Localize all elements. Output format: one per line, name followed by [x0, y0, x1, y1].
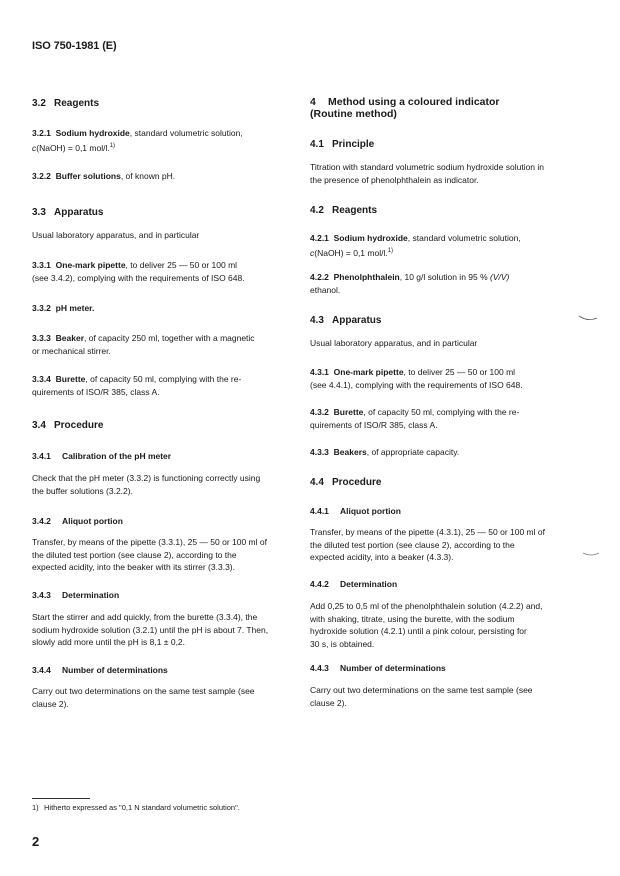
- margin-mark-icon: [582, 550, 600, 558]
- text-3-4-1: Check that the pH meter (3.3.2) is functioning correctly using the buffer solutions (3.2.2).: [32, 473, 261, 496]
- clause-3-2-1: 3.2.1 Sodium hydroxide, standard volumetric solution, c(NaOH) = 0,1 mol/l.$^{1)}$: [32, 128, 243, 153]
- text-3-4-3: Start the stirrer and add quickly, from the burette (3.3.4), the sodium hydroxide solution (3.2.1) until the pH is about 7. Then, slowly add more until the pH is 8,1 ± 0,2.: [32, 612, 269, 647]
- heading-4-4-3: 4.4.3 Number of determinations: [310, 663, 446, 673]
- clause-4-3-1: 4.3.1 One-mark pipette, to deliver 25 — 50 or 100 ml (see 4.4.1), complying with the requirements of ISO 648.: [310, 367, 523, 390]
- heading-3-4-4: 3.4.4 Number of determinations: [32, 665, 168, 675]
- text-4-4-2: Add 0,25 to 0,5 ml of the phenolphthalein solution (4.2.2) and, with shaking, titrate, using the burette, with the sodium hydroxide solution (4.2.1) until a pink colour, persisting for 30 s, is obtained.: [310, 601, 543, 649]
- text-3-4-4: Carry out two determinations on the same test sample (see clause 2).: [32, 686, 255, 709]
- footnote: 1) Hitherto expressed as "0,1 N standard volumetric solution".: [32, 803, 240, 812]
- heading-3-4-2: 3.4.2 Aliquot portion: [32, 516, 123, 526]
- clause-4-2-2: 4.2.2 Phenolphthalein, 10 g/l solution in 95 % (V/V) ethanol.: [310, 272, 510, 295]
- clause-4-3-2: 4.3.2 Burette, of capacity 50 ml, complying with the re- quirements of ISO/R 385, class A.: [310, 407, 520, 430]
- apparatus-intro-4: Usual laboratory apparatus, and in particular: [310, 338, 478, 348]
- clause-4-3-3: 4.3.3 Beakers, of appropriate capacity.: [310, 447, 460, 457]
- footnote-rule: [32, 798, 90, 799]
- document-id: ISO 750-1981 (E): [32, 40, 117, 52]
- heading-4-4: 4.4 Procedure: [310, 477, 382, 488]
- heading-4-2: 4.2 Reagents: [310, 205, 378, 216]
- heading-3-4: 3.4 Procedure: [32, 420, 104, 431]
- heading-3-3: 3.3 Apparatus: [32, 207, 104, 218]
- clause-3-3-2: 3.3.2 pH meter.: [32, 303, 95, 313]
- heading-4-1: 4.1 Principle: [310, 139, 375, 150]
- clause-3-3-4: 3.3.4 Burette, of capacity 50 ml, complying with the re- quirements of ISO/R 385, class A.: [32, 374, 242, 397]
- margin-mark-icon: [578, 314, 598, 322]
- heading-3-4-3: 3.4.3 Determination: [32, 590, 120, 600]
- heading-4-4-1: 4.4.1 Aliquot portion: [310, 506, 401, 516]
- clause-3-2-2: 3.2.2 Buffer solutions, of known pH.: [32, 171, 176, 181]
- clause-3-3-3: 3.3.3 Beaker, of capacity 250 ml, together with a magnetic or mechanical stirrer.: [32, 333, 255, 356]
- text-4-1: Titration with standard volumetric sodium hydroxide solution in the presence of phenolphthalein as indicator.: [310, 162, 545, 185]
- heading-3-4-1: 3.4.1 Calibration of the pH meter: [32, 451, 172, 461]
- clause-4-2-1: 4.2.1 Sodium hydroxide, standard volumetric solution, c(NaOH) = 0,1 mol/l.$^{1)}$: [310, 233, 521, 258]
- heading-4-3: 4.3 Apparatus: [310, 315, 382, 326]
- text-4-4-3: Carry out two determinations on the same test sample (see clause 2).: [310, 685, 533, 708]
- text-4-4-1: Transfer, by means of the pipette (4.3.1), 25 — 50 or 100 ml of the diluted test portion (see clause 2), according to the expected acidity, into a beaker (4.3.3).: [310, 527, 545, 562]
- heading-3-2: 3.2 Reagents: [32, 98, 100, 109]
- page-number: 2: [32, 834, 40, 849]
- clause-3-3-1: 3.3.1 One-mark pipette, to deliver 25 — 50 or 100 ml (see 3.4.2), complying with the requirements of ISO 648.: [32, 260, 245, 283]
- heading-4-4-2: 4.4.2 Determination: [310, 579, 398, 589]
- heading-4: 4 Method using a coloured indicator (Routine method): [310, 96, 500, 120]
- apparatus-intro: Usual laboratory apparatus, and in particular: [32, 230, 200, 240]
- text-3-4-2: Transfer, by means of the pipette (3.3.1), 25 — 50 or 100 ml of the diluted test portion (see clause 2), according to the expected acidity, into the beaker with its stirrer (3.3.3).: [32, 537, 267, 572]
